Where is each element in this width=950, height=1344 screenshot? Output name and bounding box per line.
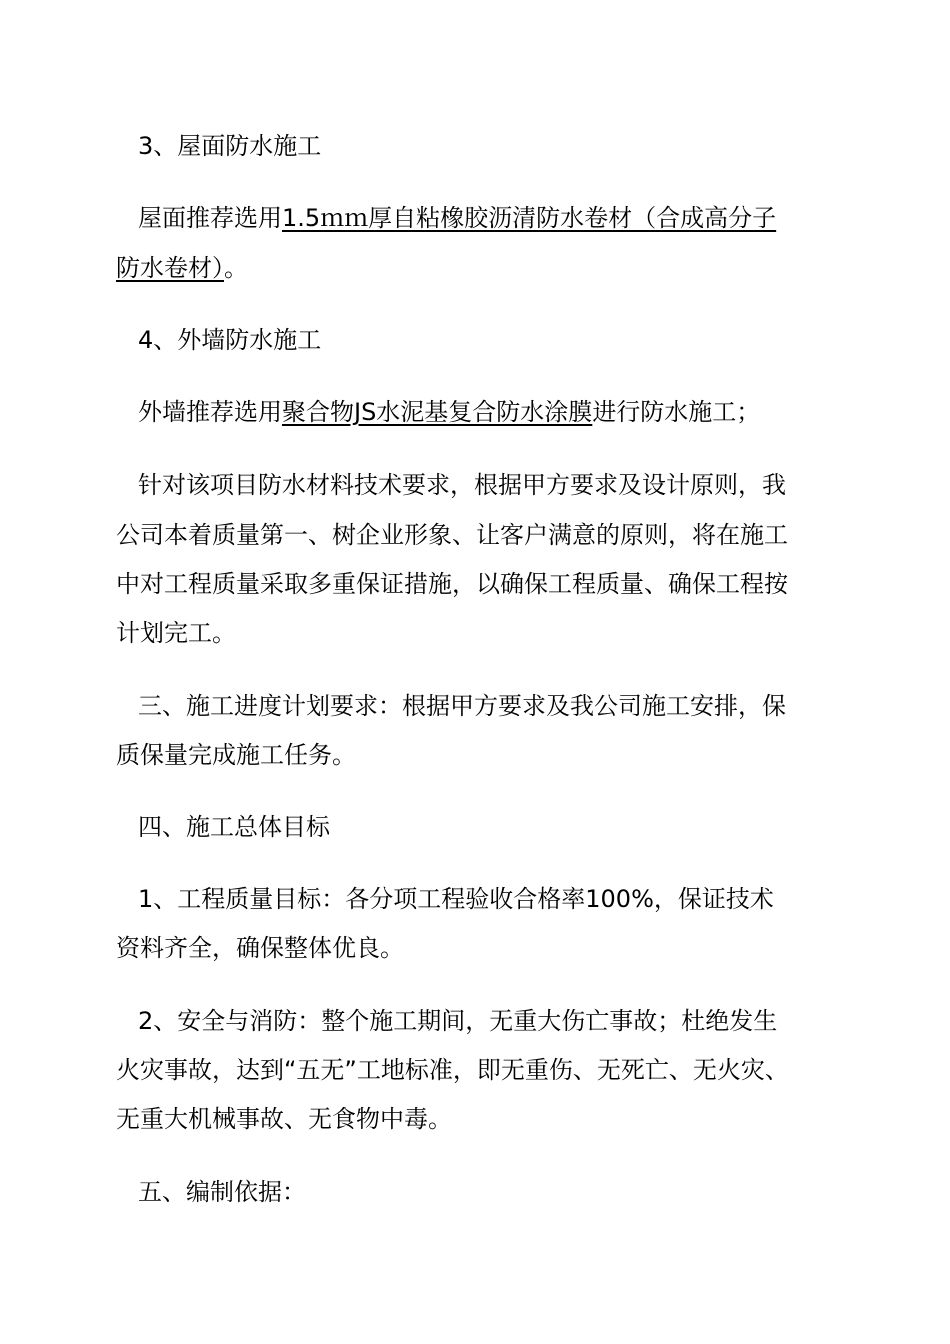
wall-material-underlined: 聚合物JS水泥基复合防水涂膜 bbox=[282, 398, 593, 426]
quality-goal-line-2: 资料齐全，确保整体优良。 bbox=[116, 934, 404, 962]
roof-recommendation-line-2 bbox=[116, 253, 248, 283]
roof-recommendation-suffix: 。 bbox=[224, 254, 248, 282]
schedule-paragraph-line-2: 质保量完成施工任务。 bbox=[116, 741, 356, 769]
roof-recommendation-line-1 bbox=[138, 203, 776, 233]
quality-paragraph-line-2: 公司本着质量第一、树企业形象、让客户满意的原则，将在施工 bbox=[116, 521, 788, 549]
section-heading-wall-waterproofing: 4、外墙防水施工 bbox=[138, 326, 322, 354]
roof-material-underlined-1: 1.5ｍｍ厚自粘橡胶沥清防水卷材（合成高分子 bbox=[282, 204, 777, 232]
safety-goal-line-2: 火灾事故，达到“五无”工地标准，即无重伤、无死亡、无火灾、 bbox=[116, 1056, 789, 1084]
schedule-paragraph-line-1: 三、施工进度计划要求：根据甲方要求及我公司施工安排，保 bbox=[138, 692, 786, 720]
wall-recommendation-prefix: 外墙推荐选用 bbox=[138, 398, 282, 426]
safety-goal-line-3: 无重大机械事故、无食物中毒。 bbox=[116, 1105, 452, 1133]
section-heading-compilation-basis: 五、编制依据： bbox=[138, 1178, 306, 1206]
roof-material-underlined-2: 防水卷材） bbox=[116, 254, 224, 282]
quality-goal-line-1: 1、工程质量目标：各分项工程验收合格率100%，保证技术 bbox=[138, 885, 774, 913]
quality-paragraph-line-1: 针对该项目防水材料技术要求，根据甲方要求及设计原则，我 bbox=[138, 471, 786, 499]
wall-recommendation-suffix: 进行防水施工； bbox=[592, 398, 761, 426]
section-heading-roof-waterproofing: 3、屋面防水施工 bbox=[138, 132, 322, 160]
roof-recommendation-prefix: 屋面推荐选用 bbox=[138, 204, 282, 232]
wall-recommendation-line bbox=[138, 397, 760, 427]
section-heading-overall-goals: 四、施工总体目标 bbox=[138, 813, 330, 841]
quality-paragraph-line-3: 中对工程质量采取多重保证措施，以确保工程质量、确保工程按 bbox=[116, 570, 788, 598]
quality-paragraph-line-4: 计划完工。 bbox=[116, 619, 236, 647]
safety-goal-line-1: 2、安全与消防：整个施工期间，无重大伤亡事故；杜绝发生 bbox=[138, 1007, 778, 1035]
